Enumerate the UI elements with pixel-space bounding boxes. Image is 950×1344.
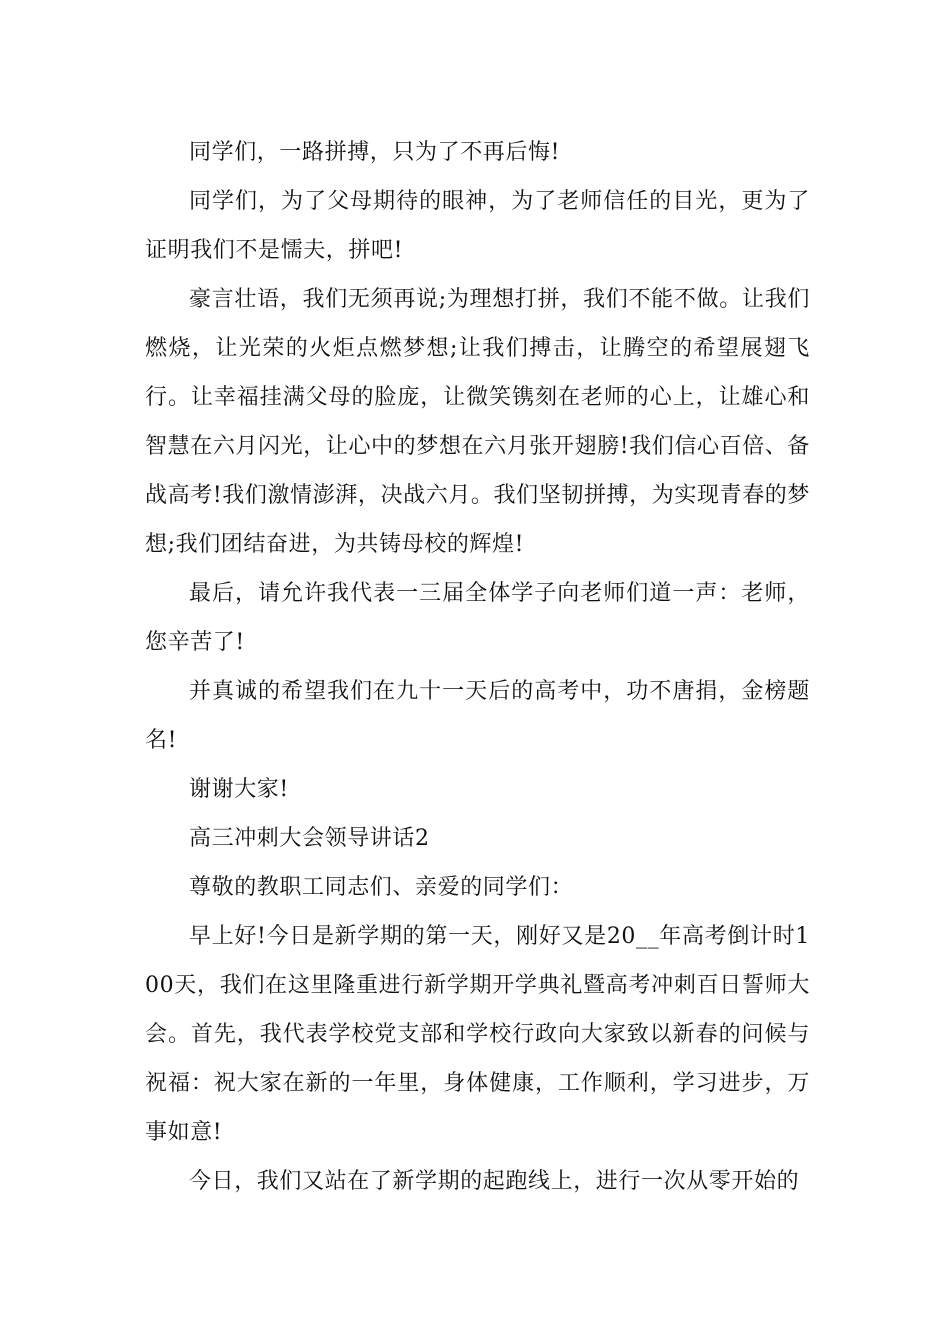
paragraph-2: 同学们，为了父母期待的眼神，为了老师信任的目光，更为了证明我们不是懦夫，拼吧! xyxy=(145,189,810,263)
paragraph-1: 同学们，一路拼搏，只为了不再后悔! xyxy=(189,140,561,165)
document-body xyxy=(145,128,810,1206)
paragraph-9: 早上好!今日是新学期的第一天，刚好又是20__年高考倒计时100天，我们在这里隆重进行新学期开学典礼暨高考冲刺百日誓师大会。首先，我代表学校党支部和学校行政向大家致以新春的问候与祝福：祝大家在新的一年里，身体健康，工作顺利，学习进步，万事如意! xyxy=(145,924,810,1145)
paragraph-3: 豪言壮语，我们无须再说;为理想打拼，我们不能不做。让我们燃烧，让光荣的火炬点燃梦想;让我们搏击，让腾空的希望展翅飞行。让幸福挂满父母的脸庞，让微笑镌刻在老师的心上，让雄心和智慧在六月闪光，让心中的梦想在六月张开翅膀!我们信心百倍、备战高考!我们激情澎湃，决战六月。我们坚韧拼搏，为实现青春的梦想;我们团结奋进，为共铸母校的辉煌! xyxy=(145,287,810,557)
paragraph-6: 谢谢大家! xyxy=(189,777,289,802)
section-heading: 高三冲刺大会领导讲话2 xyxy=(189,826,430,851)
paragraph-10: 今日，我们又站在了新学期的起跑线上，进行一次从零开始的 xyxy=(189,1169,800,1194)
paragraph-5: 并真诚的希望我们在九十一天后的高考中，功不唐捐，金榜题名! xyxy=(145,679,810,753)
salutation: 尊敬的教职工同志们、亲爱的同学们： xyxy=(189,875,574,900)
paragraph-4: 最后，请允许我代表一三届全体学子向老师们道一声：老师，您辛苦了! xyxy=(145,581,810,655)
